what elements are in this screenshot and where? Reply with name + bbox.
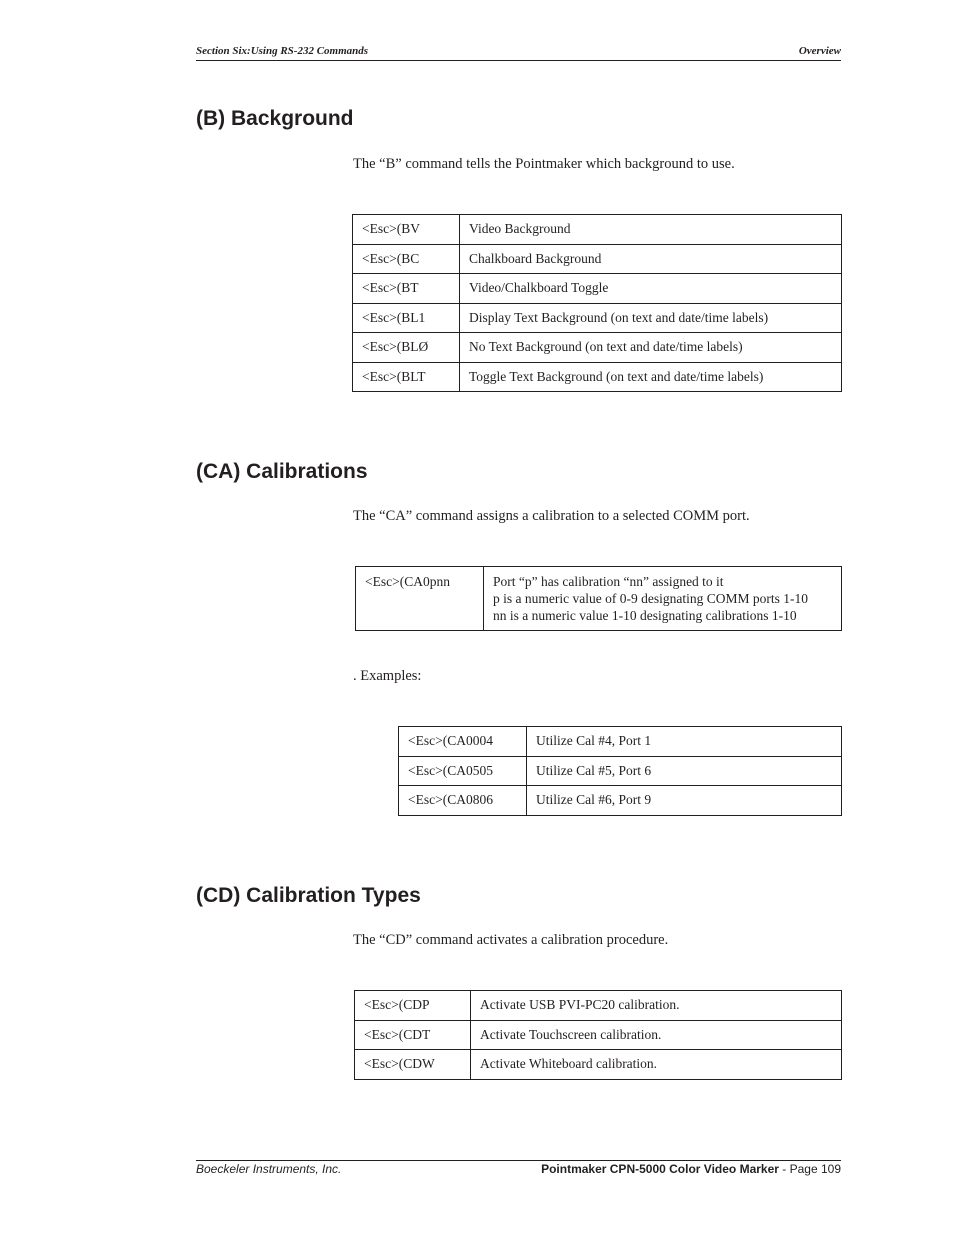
table-row bbox=[355, 1050, 842, 1080]
description-cell: Chalkboard Background bbox=[460, 244, 842, 274]
description-cell bbox=[484, 567, 842, 631]
description-cell: Toggle Text Background (on text and date/time labels) bbox=[460, 362, 842, 392]
ca-section-title: (CA) Calibrations bbox=[196, 460, 368, 483]
description-cell: No Text Background (on text and date/time labels) bbox=[460, 333, 842, 363]
footer-company: Boeckeler Instruments, Inc. bbox=[196, 1162, 342, 1176]
table-row bbox=[399, 756, 842, 786]
command-cell: <Esc>(CA0004 bbox=[399, 727, 527, 757]
description-cell: Utilize Cal #5, Port 6 bbox=[527, 756, 842, 786]
description-cell: Video/Chalkboard Toggle bbox=[460, 274, 842, 304]
footer-page-info bbox=[541, 1162, 841, 1176]
ca-examples-table bbox=[398, 726, 842, 816]
table-row bbox=[353, 303, 842, 333]
table-row bbox=[353, 362, 842, 392]
command-cell: <Esc>(CA0806 bbox=[399, 786, 527, 816]
cd-section-title: (CD) Calibration Types bbox=[196, 884, 421, 907]
description-line: Port “p” has calibration “nn” assigned to it bbox=[493, 574, 724, 589]
command-cell: <Esc>(CDP bbox=[355, 991, 471, 1021]
table-row bbox=[353, 244, 842, 274]
command-cell: <Esc>(CDW bbox=[355, 1050, 471, 1080]
ca-command-table bbox=[355, 566, 842, 631]
footer-product: Pointmaker CPN-5000 Color Video Marker bbox=[541, 1162, 779, 1176]
b-section-title: (B) Background bbox=[196, 107, 354, 130]
description-cell: Activate USB PVI-PC20 calibration. bbox=[471, 991, 842, 1021]
page-header bbox=[196, 44, 841, 61]
b-section-intro: The “B” command tells the Pointmaker which background to use. bbox=[353, 156, 735, 172]
table-row bbox=[353, 274, 842, 304]
description-cell: Activate Touchscreen calibration. bbox=[471, 1020, 842, 1050]
command-cell: <Esc>(CA0505 bbox=[399, 756, 527, 786]
examples-label: . Examples: bbox=[353, 668, 422, 684]
command-cell: <Esc>(BLØ bbox=[353, 333, 460, 363]
header-section: Section Six:Using RS-232 Commands bbox=[196, 45, 369, 57]
table-row bbox=[355, 991, 842, 1021]
command-cell: <Esc>(BC bbox=[353, 244, 460, 274]
command-cell: <Esc>(BT bbox=[353, 274, 460, 304]
description-line: p is a numeric value of 0-9 designating COMM ports 1-10 bbox=[493, 591, 808, 606]
command-cell: <Esc>(BLT bbox=[353, 362, 460, 392]
command-cell: <Esc>(CDT bbox=[355, 1020, 471, 1050]
b-command-table bbox=[352, 214, 842, 392]
command-cell: <Esc>(CA0pnn bbox=[356, 567, 484, 631]
table-row bbox=[399, 727, 842, 757]
page-footer bbox=[196, 1160, 841, 1176]
description-cell: Utilize Cal #6, Port 9 bbox=[527, 786, 842, 816]
command-cell: <Esc>(BL1 bbox=[353, 303, 460, 333]
table-row bbox=[356, 567, 842, 631]
ca-section-intro: The “CA” command assigns a calibration to a selected COMM port. bbox=[353, 508, 750, 524]
description-cell: Utilize Cal #4, Port 1 bbox=[527, 727, 842, 757]
description-cell: Activate Whiteboard calibration. bbox=[471, 1050, 842, 1080]
cd-command-table bbox=[354, 990, 842, 1080]
table-row bbox=[353, 215, 842, 245]
footer-page-number: - Page 109 bbox=[778, 1162, 841, 1176]
table-row bbox=[353, 333, 842, 363]
table-row bbox=[399, 786, 842, 816]
description-cell: Display Text Background (on text and date/time labels) bbox=[460, 303, 842, 333]
cd-section-intro: The “CD” command activates a calibration procedure. bbox=[353, 932, 669, 948]
header-topic: Overview bbox=[798, 45, 841, 57]
description-cell: Video Background bbox=[460, 215, 842, 245]
description-line: nn is a numeric value 1-10 designating calibrations 1-10 bbox=[493, 608, 797, 623]
table-row bbox=[355, 1020, 842, 1050]
command-cell: <Esc>(BV bbox=[353, 215, 460, 245]
